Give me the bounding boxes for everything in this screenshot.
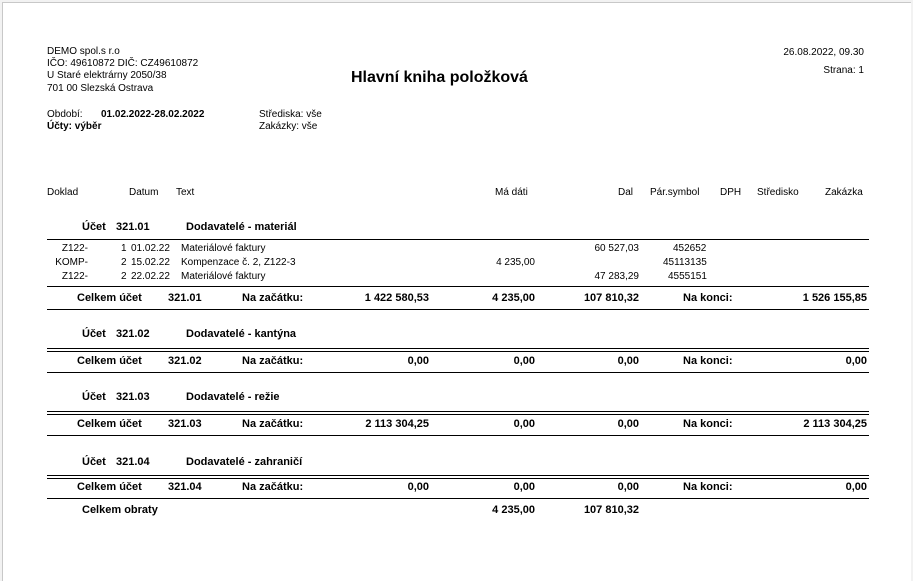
- account-number: 321.04: [116, 456, 150, 468]
- grand-total-md: 4 235,00: [492, 504, 535, 516]
- total-label: Celkem účet: [77, 292, 142, 304]
- row-sym: 45113135: [663, 257, 707, 268]
- row-date: 15.02.22: [131, 257, 170, 268]
- company-street: U Staré elektrárny 2050/38: [47, 70, 167, 81]
- col-par-symbol: Pár.symbol: [650, 187, 700, 198]
- row-text: Kompenzace č. 2, Z122-3: [181, 257, 296, 268]
- row-md: 4 235,00: [496, 257, 535, 268]
- opening-balance: 0,00: [407, 355, 429, 367]
- total-label: Celkem účet: [77, 418, 142, 430]
- period-value: 01.02.2022-28.02.2022: [101, 109, 205, 120]
- page-number: Strana: 1: [823, 65, 864, 76]
- report-title: Hlavní kniha položková: [351, 69, 528, 86]
- closing-label: Na konci:: [683, 481, 733, 493]
- col-dal: Dal: [618, 187, 634, 198]
- dal-total: 0,00: [617, 481, 639, 493]
- col-ma-dati: Má dáti: [495, 187, 528, 198]
- closing-balance: 0,00: [845, 481, 867, 493]
- row-dal: 60 527,03: [594, 243, 639, 254]
- account-number: 321.03: [116, 391, 150, 403]
- opening-label: Na začátku:: [242, 292, 304, 304]
- dal-total: 107 810,32: [583, 292, 639, 304]
- opening-label: Na začátku:: [242, 355, 304, 367]
- row-date: 01.02.22: [131, 243, 170, 254]
- opening-balance: 0,00: [407, 481, 429, 493]
- divider: [47, 498, 869, 499]
- row-no: 2: [121, 271, 127, 282]
- divider: [47, 475, 869, 479]
- row-no: 2: [121, 257, 127, 268]
- total-label: Celkem účet: [77, 355, 142, 367]
- total-account-number: 321.02: [168, 355, 202, 367]
- divider: [47, 348, 869, 352]
- closing-balance: 2 113 304,25: [803, 418, 867, 430]
- divider: [47, 411, 869, 415]
- grand-total-dal: 107 810,32: [583, 504, 639, 516]
- opening-balance: 2 113 304,25: [365, 418, 429, 430]
- total-account-number: 321.04: [168, 481, 202, 493]
- account-label: Účet: [82, 221, 106, 233]
- account-name: Dodavatelé - zahraničí: [186, 456, 303, 468]
- account-name: Dodavatelé - kantýna: [186, 328, 297, 340]
- account-label: Účet: [82, 456, 106, 468]
- row-sym: 4555151: [668, 271, 707, 282]
- divider: [47, 286, 869, 287]
- total-label: Celkem účet: [77, 481, 142, 493]
- closing-label: Na konci:: [683, 418, 733, 430]
- opening-balance: 1 422 580,53: [364, 292, 429, 304]
- divider: [47, 372, 869, 373]
- closing-label: Na konci:: [683, 292, 733, 304]
- row-doklad: Z122-: [61, 243, 88, 254]
- grand-total-label: Celkem obraty: [82, 504, 158, 516]
- account-name: Dodavatelé - režie: [186, 391, 280, 403]
- account-name: Dodavatelé - materiál: [186, 221, 297, 233]
- divider: [47, 435, 869, 436]
- opening-label: Na začátku:: [242, 481, 304, 493]
- md-total: 4 235,00: [492, 292, 535, 304]
- col-text: Text: [176, 187, 195, 198]
- printed-at: 26.08.2022, 09.30: [783, 47, 864, 58]
- opening-label: Na začátku:: [242, 418, 304, 430]
- company-ids: IČO: 49610872 DIČ: CZ49610872: [47, 58, 199, 69]
- report-page: [2, 2, 911, 581]
- closing-balance: 1 526 155,85: [802, 292, 867, 304]
- row-doklad: KOMP-: [55, 257, 88, 268]
- orders-filter: Zakázky: vše: [259, 121, 318, 132]
- row-no: 1: [121, 243, 127, 254]
- company-name: DEMO spol.s r.o: [47, 46, 120, 57]
- col-doklad: Doklad: [47, 187, 79, 198]
- account-number: 321.02: [116, 328, 150, 340]
- col-dph: DPH: [720, 187, 742, 198]
- dal-total: 0,00: [617, 355, 639, 367]
- dal-total: 0,00: [617, 418, 639, 430]
- md-total: 0,00: [513, 355, 535, 367]
- account-label: Účet: [82, 391, 106, 403]
- closing-label: Na konci:: [683, 355, 733, 367]
- company-city: 701 00 Slezská Ostrava: [47, 83, 154, 94]
- closing-balance: 0,00: [845, 355, 867, 367]
- md-total: 0,00: [513, 418, 535, 430]
- divider: [47, 309, 869, 310]
- total-account-number: 321.03: [168, 418, 202, 430]
- col-zakazka: Zakázka: [825, 187, 863, 198]
- col-stredisko: Středisko: [757, 187, 799, 198]
- account-label: Účet: [82, 328, 106, 340]
- centers-filter: Střediska: vše: [259, 109, 322, 120]
- row-dal: 47 283,29: [594, 271, 639, 282]
- row-text: Materiálové faktury: [181, 271, 266, 282]
- accounts-filter: Účty: výběr: [47, 121, 102, 132]
- row-date: 22.02.22: [131, 271, 170, 282]
- md-total: 0,00: [513, 481, 535, 493]
- row-sym: 452652: [673, 243, 707, 254]
- period-label: Období:: [47, 109, 83, 120]
- col-datum: Datum: [129, 187, 159, 198]
- divider: [47, 239, 869, 240]
- total-account-number: 321.01: [168, 292, 202, 304]
- account-number: 321.01: [116, 221, 150, 233]
- row-doklad: Z122-: [61, 271, 88, 282]
- row-text: Materiálové faktury: [181, 243, 266, 254]
